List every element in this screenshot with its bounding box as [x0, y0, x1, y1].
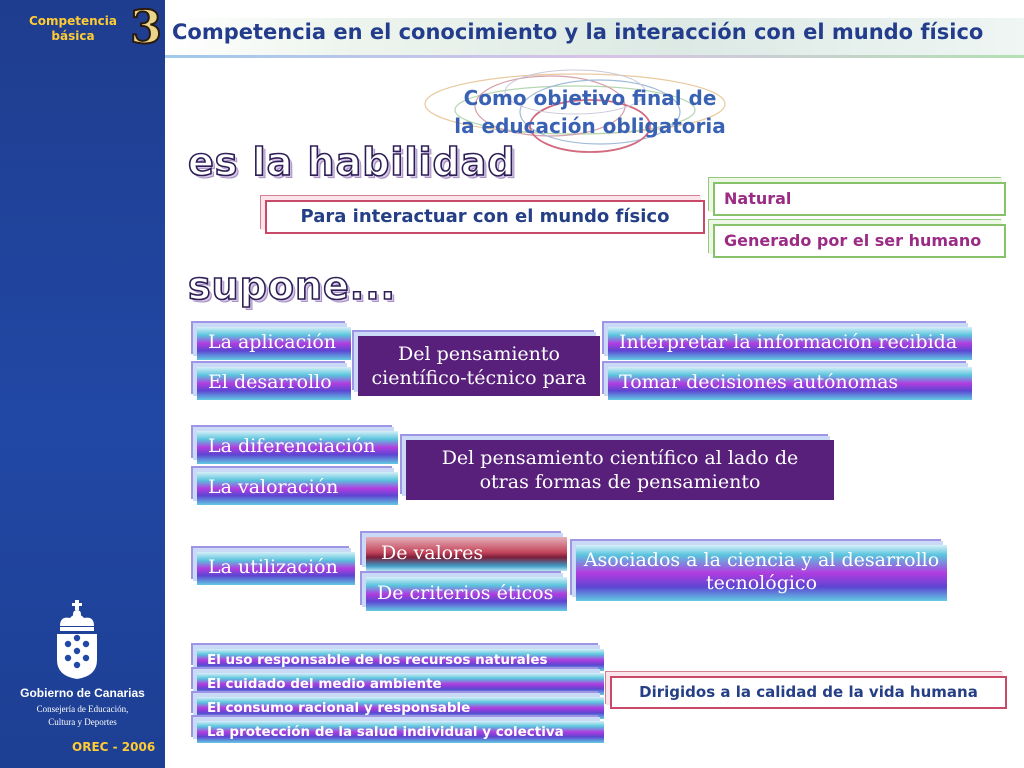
interpretar-box: Interpretar la información recibida [608, 327, 972, 360]
competence-number: 3 [130, 0, 163, 54]
valoracion-box: La valoración [197, 472, 398, 505]
competencia-label: Competencia básica [28, 14, 118, 43]
aplicacion-box: La aplicación [197, 327, 351, 360]
sidebar [0, 0, 165, 768]
criterios-eticos-box: De criterios éticos [366, 577, 567, 611]
natural-box: Natural [713, 182, 1006, 216]
consejeria-text: Consejería de Educación, Cultura y Deportes [36, 704, 129, 727]
supone-heading: supone... [188, 264, 397, 308]
objective-line-1: Como objetivo final de [463, 86, 717, 110]
objective-text [420, 84, 760, 140]
generado-box: Generado por el ser humano [713, 224, 1006, 258]
canarias-crest-icon [52, 600, 102, 680]
asociados-box: Asociados a la ciencia y al desarrollo tecnológico [576, 545, 947, 601]
list-item: El uso responsable de los recursos naturales [197, 649, 604, 671]
habilidad-heading: es la habilidad [188, 140, 516, 184]
decisiones-box: Tomar decisiones autónomas [608, 367, 972, 400]
list-item: El cuidado del medio ambiente [197, 673, 604, 695]
interactuar-box: Para interactuar con el mundo físico [265, 200, 705, 234]
gobierno-label: Gobierno de Canarias [20, 686, 145, 700]
pensamiento-tecnico-box: Del pensamiento científico-técnico para [358, 336, 600, 396]
list-item: La protección de la salud individual y colectiva [197, 721, 604, 743]
list-item: El consumo racional y responsable [197, 697, 604, 719]
diferenciacion-box: La diferenciación [197, 431, 398, 464]
page-title: Competencia en el conocimiento y la interacción con el mundo físico [172, 20, 984, 44]
objective-line-2: la educación obligatoria [454, 114, 726, 138]
orec-label: OREC - 2006 [72, 740, 156, 754]
calidad-vida-box: Dirigidos a la calidad de la vida humana [610, 676, 1007, 709]
consejeria-label [0, 703, 165, 729]
desarrollo-box: El desarrollo [197, 367, 351, 400]
otras-formas-box: Del pensamiento científico al lado de otras formas de pensamiento [406, 440, 834, 500]
valores-box: De valores [366, 537, 567, 571]
utilizacion-box: La utilización [197, 552, 355, 585]
